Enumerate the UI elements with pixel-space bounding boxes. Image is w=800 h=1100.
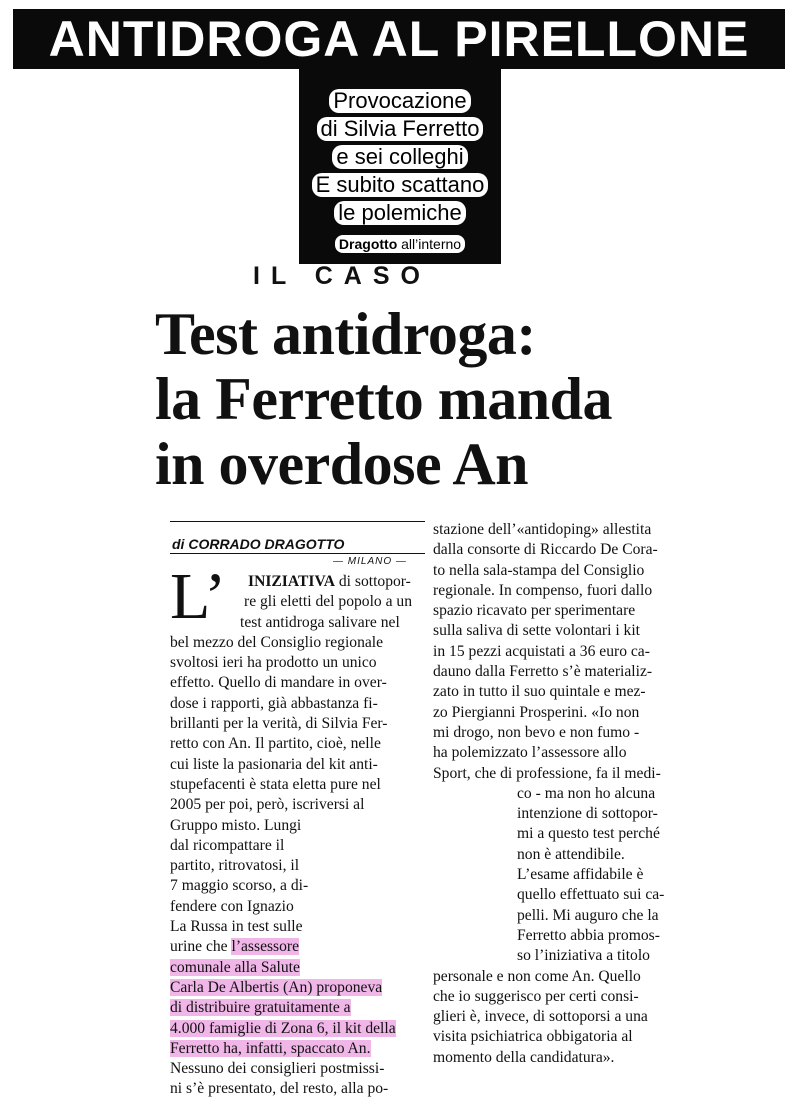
text-line: dose i rapporti, già abbastanza fi- (170, 694, 378, 712)
subhead-box (299, 69, 501, 264)
byline-rule-bottom (170, 553, 425, 554)
text-line: non è attendibile. (517, 845, 625, 863)
text-line: dal ricompattare il (170, 836, 285, 854)
text-line (170, 958, 425, 978)
text-line: brillanti per la verità, di Silvia Fer- (170, 715, 388, 733)
text-line (170, 998, 425, 1018)
subhead-line: le polemiche (334, 201, 466, 225)
headline-line: Test antidroga: (155, 301, 536, 367)
text-line: partito, ritrovatosi, il (170, 857, 300, 875)
text-line: mi a questo test perché (517, 825, 660, 843)
subhead-line: E subito scattano (312, 173, 489, 197)
subhead-line: e sei colleghi (332, 145, 467, 169)
text-line: quello effettuato sui ca- (517, 886, 665, 904)
text-line: zo Piergianni Prosperini. «Io non (433, 703, 640, 721)
headline-line: in overdose An (155, 431, 529, 497)
section-banner: ANTIDROGA AL PIRELLONE (13, 9, 785, 69)
text-line: effetto. Quello di mandare in over- (170, 674, 387, 692)
text-line (170, 1019, 425, 1039)
text-line (170, 978, 425, 998)
text-line: co - ma non ho alcuna (517, 784, 656, 802)
subhead-line: Provocazione (329, 89, 470, 113)
dateline-place: — MILANO — (333, 556, 407, 567)
text-line: Gruppo misto. Lungi (170, 816, 302, 834)
article-column-1 (170, 572, 425, 1100)
text-line: svoltosi ieri ha prodotto un unico (170, 654, 377, 672)
text-line: Ferretto abbia promos- (517, 926, 660, 944)
text-line: L’esame affidabile è (517, 866, 644, 884)
text-line: stupefacenti è stata eletta pure nel (170, 775, 381, 793)
text-line: visita psichiatrica obbigatoria al (433, 1028, 633, 1046)
text-line: che io suggerisco per certi consi- (433, 987, 639, 1005)
highlighted-text: comunale alla Salute (170, 958, 300, 976)
text-line: re gli eletti del popolo a un (244, 593, 413, 611)
lead-rest: di sottopor- (334, 573, 411, 590)
text-line: spazio ricavato per sperimentare (433, 602, 636, 620)
text-line: mi drogo, non bevo e non fumo - (433, 723, 640, 741)
drop-cap: L’ (170, 560, 227, 633)
text-line: bel mezzo del Consiglio regionale (170, 633, 384, 651)
subhead-line: di Silvia Ferretto (317, 117, 484, 141)
text-line: ni s’è presentato, del resto, alla po- (170, 1080, 389, 1098)
text-line: 2005 per poi, però, iscriversi al (170, 796, 365, 814)
urine-text: urine che (170, 938, 232, 956)
text-line: cui liste la pasionaria del kit anti- (170, 755, 378, 773)
text-line: in 15 pezzi acquistati a 36 euro ca- (433, 642, 650, 660)
credit-rest: all’interno (401, 236, 462, 252)
article-column-2 (433, 520, 688, 1068)
highlighted-text: Ferretto ha, infatti, spaccato An. (170, 1039, 371, 1057)
text-line: Nessuno dei consiglieri postmissi- (170, 1060, 385, 1078)
text-line: zato in tutto il suo quintale e mez- (433, 683, 646, 701)
lead-word: INIZIATIVA (248, 573, 335, 590)
highlighted-text: l’assessore (231, 938, 300, 956)
text-line: so l’iniziativa a titolo (517, 947, 650, 965)
text-line: pelli. Mi auguro che la (517, 906, 659, 924)
text-line: momento della candidatura». (433, 1048, 615, 1066)
article-headline (155, 302, 795, 497)
highlighted-text: di distribuire gratuitamente a (170, 999, 351, 1017)
text-line: intenzione di sottopor- (517, 805, 658, 823)
text-line (170, 937, 425, 957)
subhead-credit (335, 235, 465, 253)
text-line: 7 maggio scorso, a di- (170, 877, 309, 895)
text-line: ha polemizzato l’assessore allo (433, 744, 627, 762)
article-kicker: IL CASO (253, 262, 431, 290)
highlighted-text: 4.000 famiglie di Zona 6, il kit della (170, 1019, 396, 1037)
byline: di CORRADO DRAGOTTO (172, 536, 345, 552)
text-line: regionale. In compenso, fuori dallo (433, 581, 653, 599)
text-line: Sport, che di professione, fa il medi- (433, 764, 661, 782)
byline-rule-top (170, 521, 425, 522)
credit-name: Dragotto (338, 236, 398, 252)
highlighted-text: Carla De Albertis (An) proponeva (170, 978, 383, 996)
text-line: dauno dalla Ferretto s’è materializ- (433, 663, 653, 681)
text-line (170, 1039, 425, 1059)
text-line: glieri è, invece, di sottoporsi a una (433, 1008, 648, 1026)
text-line: fendere con Ignazio (170, 897, 294, 915)
text-line: dalla consorte di Riccardo De Cora- (433, 541, 658, 559)
text-line: stazione dell’«antidoping» allestita (433, 521, 652, 538)
text-line: La Russa in test sulle (170, 918, 303, 936)
text-line: retto con An. Il partito, cioè, nelle (170, 735, 381, 753)
headline-line: la Ferretto manda (155, 366, 612, 432)
text-line: sulla saliva di sette volontari i kit (433, 622, 641, 640)
text-line: test antidroga salivare nel (240, 613, 400, 631)
text-line: to nella sala-stampa del Consiglio (433, 561, 645, 579)
text-line (170, 572, 425, 592)
text-line: personale e non come An. Quello (433, 967, 641, 985)
